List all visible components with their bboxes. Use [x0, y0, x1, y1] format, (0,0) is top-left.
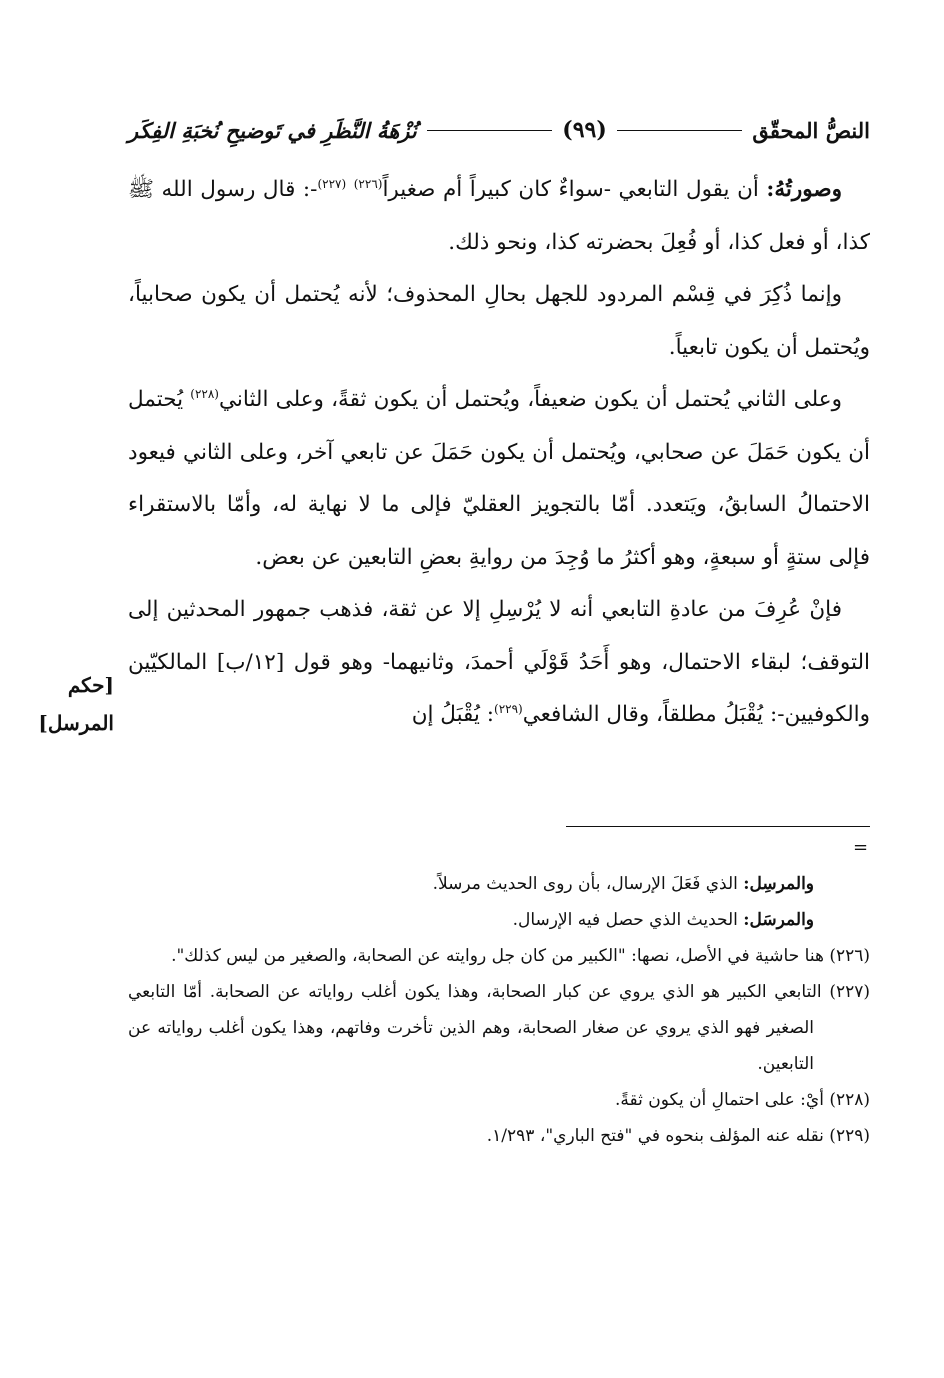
footnote-227: (٢٢٧) التابعي الكبير هو الذي يروي عن كبار الصحابة، وهذا يكون أغلب رواياته عن الصحابة. أمّا التابعي الصغير فهو الذي يروي عن صغار الصحابة، وهم الذين تأخرت وفاتهم، وهذا يكون أغلب رواياته عن التابعين.: [128, 982, 870, 1074]
book-title: نُزْهَةُ النَّظَرِ في تَوضيحِ نُخبَةِ الفِكَر: [128, 117, 417, 143]
running-header: [128, 112, 870, 148]
margin-heading: [18, 666, 114, 742]
paragraph-lead: وصورتُهُ:: [766, 177, 842, 202]
paragraph-text: -: قال رسول الله ﷺ كذا، أو فعل كذا، أو فُعِلَ بحضرته كذا، ونحو ذلك.: [128, 177, 870, 255]
paragraph-text: وعلى الثاني يُحتمل أن يكون ضعيفاً، ويُحتمل أن يكون ثقةً، وعلى الثاني: [218, 387, 842, 412]
margin-heading-line: [حكم: [67, 673, 114, 697]
paragraph-reason: وإنما ذُكِرَ في قِسْم المردود للجهل بحالِ المحذوف؛ لأنه يُحتمل أن يكون صحابياً، ويُحتمل أن يكون تابعياً.: [128, 282, 870, 360]
header-rule-left: [427, 130, 553, 131]
footnote-ref-229: (٢٢٩): [494, 701, 523, 716]
header-rule-right: [617, 130, 743, 131]
footnote-term: والمرسَل:: [743, 910, 814, 930]
margin-heading-line: المرسل]: [38, 711, 114, 735]
footnote-definition: [128, 902, 870, 938]
paragraph-ruling: [128, 584, 870, 742]
paragraph-text: يُحتمل أن يكون حَمَلَ عن صحابي، ويُحتمل أن يكون حَمَلَ عن تابعي آخر، وعلى الثاني فيعود الاحتمالُ السابقُ، ويَتعدد. أمّا بالتجويز العقليّ فإلى ما لا نهاية له، وأمّا بالاستقراء فإلى ستةٍ أو سبعةٍ، وهو أكثرُ ما وُجِدَ من روايةِ بعضِ التابعين عن بعض.: [128, 387, 870, 570]
footnote-229: (٢٢٩) نقله عنه المؤلف بنحوه في "فتح الباري"، ١/٢٩٣.: [486, 1126, 870, 1146]
footnotes: [128, 866, 870, 1154]
page-number: (٩٩): [562, 117, 607, 143]
paragraph-text: أن يقول التابعي -سواءٌ كان كبيراً أم صغيراً: [382, 177, 767, 202]
footnote-ref-226: (٢٢٦): [353, 176, 383, 191]
main-text: [128, 164, 870, 742]
footnote-226: (٢٢٦) هنا حاشية في الأصل، نصها: "الكبير من كان جل روايته عن الصحابة، والصغير من ليس كذلك".: [171, 946, 870, 966]
footnote-text: الذي فَعَلَ الإرسال، بأن روى الحديث مرسلاً.: [432, 874, 744, 894]
footnote-ref-227: (٢٢٧): [317, 176, 347, 191]
paragraph-text: فإنْ عُرِفَ من عادةِ التابعي أنه لا يُرْسِلِ إلا عن ثقة، فذهب جمهور المحدثين إلى التوقف؛ لبقاء الاحتمال، وهو أَحَدُ قَوْلَي أحمدَ، وثانيهما- وهو قول: [128, 597, 870, 675]
footnote-continuation-mark: =: [853, 837, 869, 858]
paragraph-possibilities: [128, 374, 870, 584]
paragraph-definition: [128, 164, 870, 269]
footnote-ref-228: (٢٢٨): [190, 386, 219, 401]
header-section-label: النصُّ المحقّق: [752, 117, 870, 143]
footnote-separator: [566, 826, 870, 827]
footnote-definition: [128, 866, 870, 902]
footnote-228: (٢٢٨) أيْ: على احتمالِ أن يكون ثقةً.: [615, 1090, 870, 1110]
manuscript-page-ref: [١٢/ب]: [216, 649, 285, 675]
footnote-text: الحديث الذي حصل فيه الإرسال.: [512, 910, 744, 930]
paragraph-text: المالكيّين والكوفيين-: يُقْبَلُ مطلقاً، وقال الشافعي: [128, 649, 870, 727]
paragraph-text: : يُقْبَلُ إن: [411, 702, 494, 727]
footnote-term: والمرسِل:: [743, 874, 814, 894]
